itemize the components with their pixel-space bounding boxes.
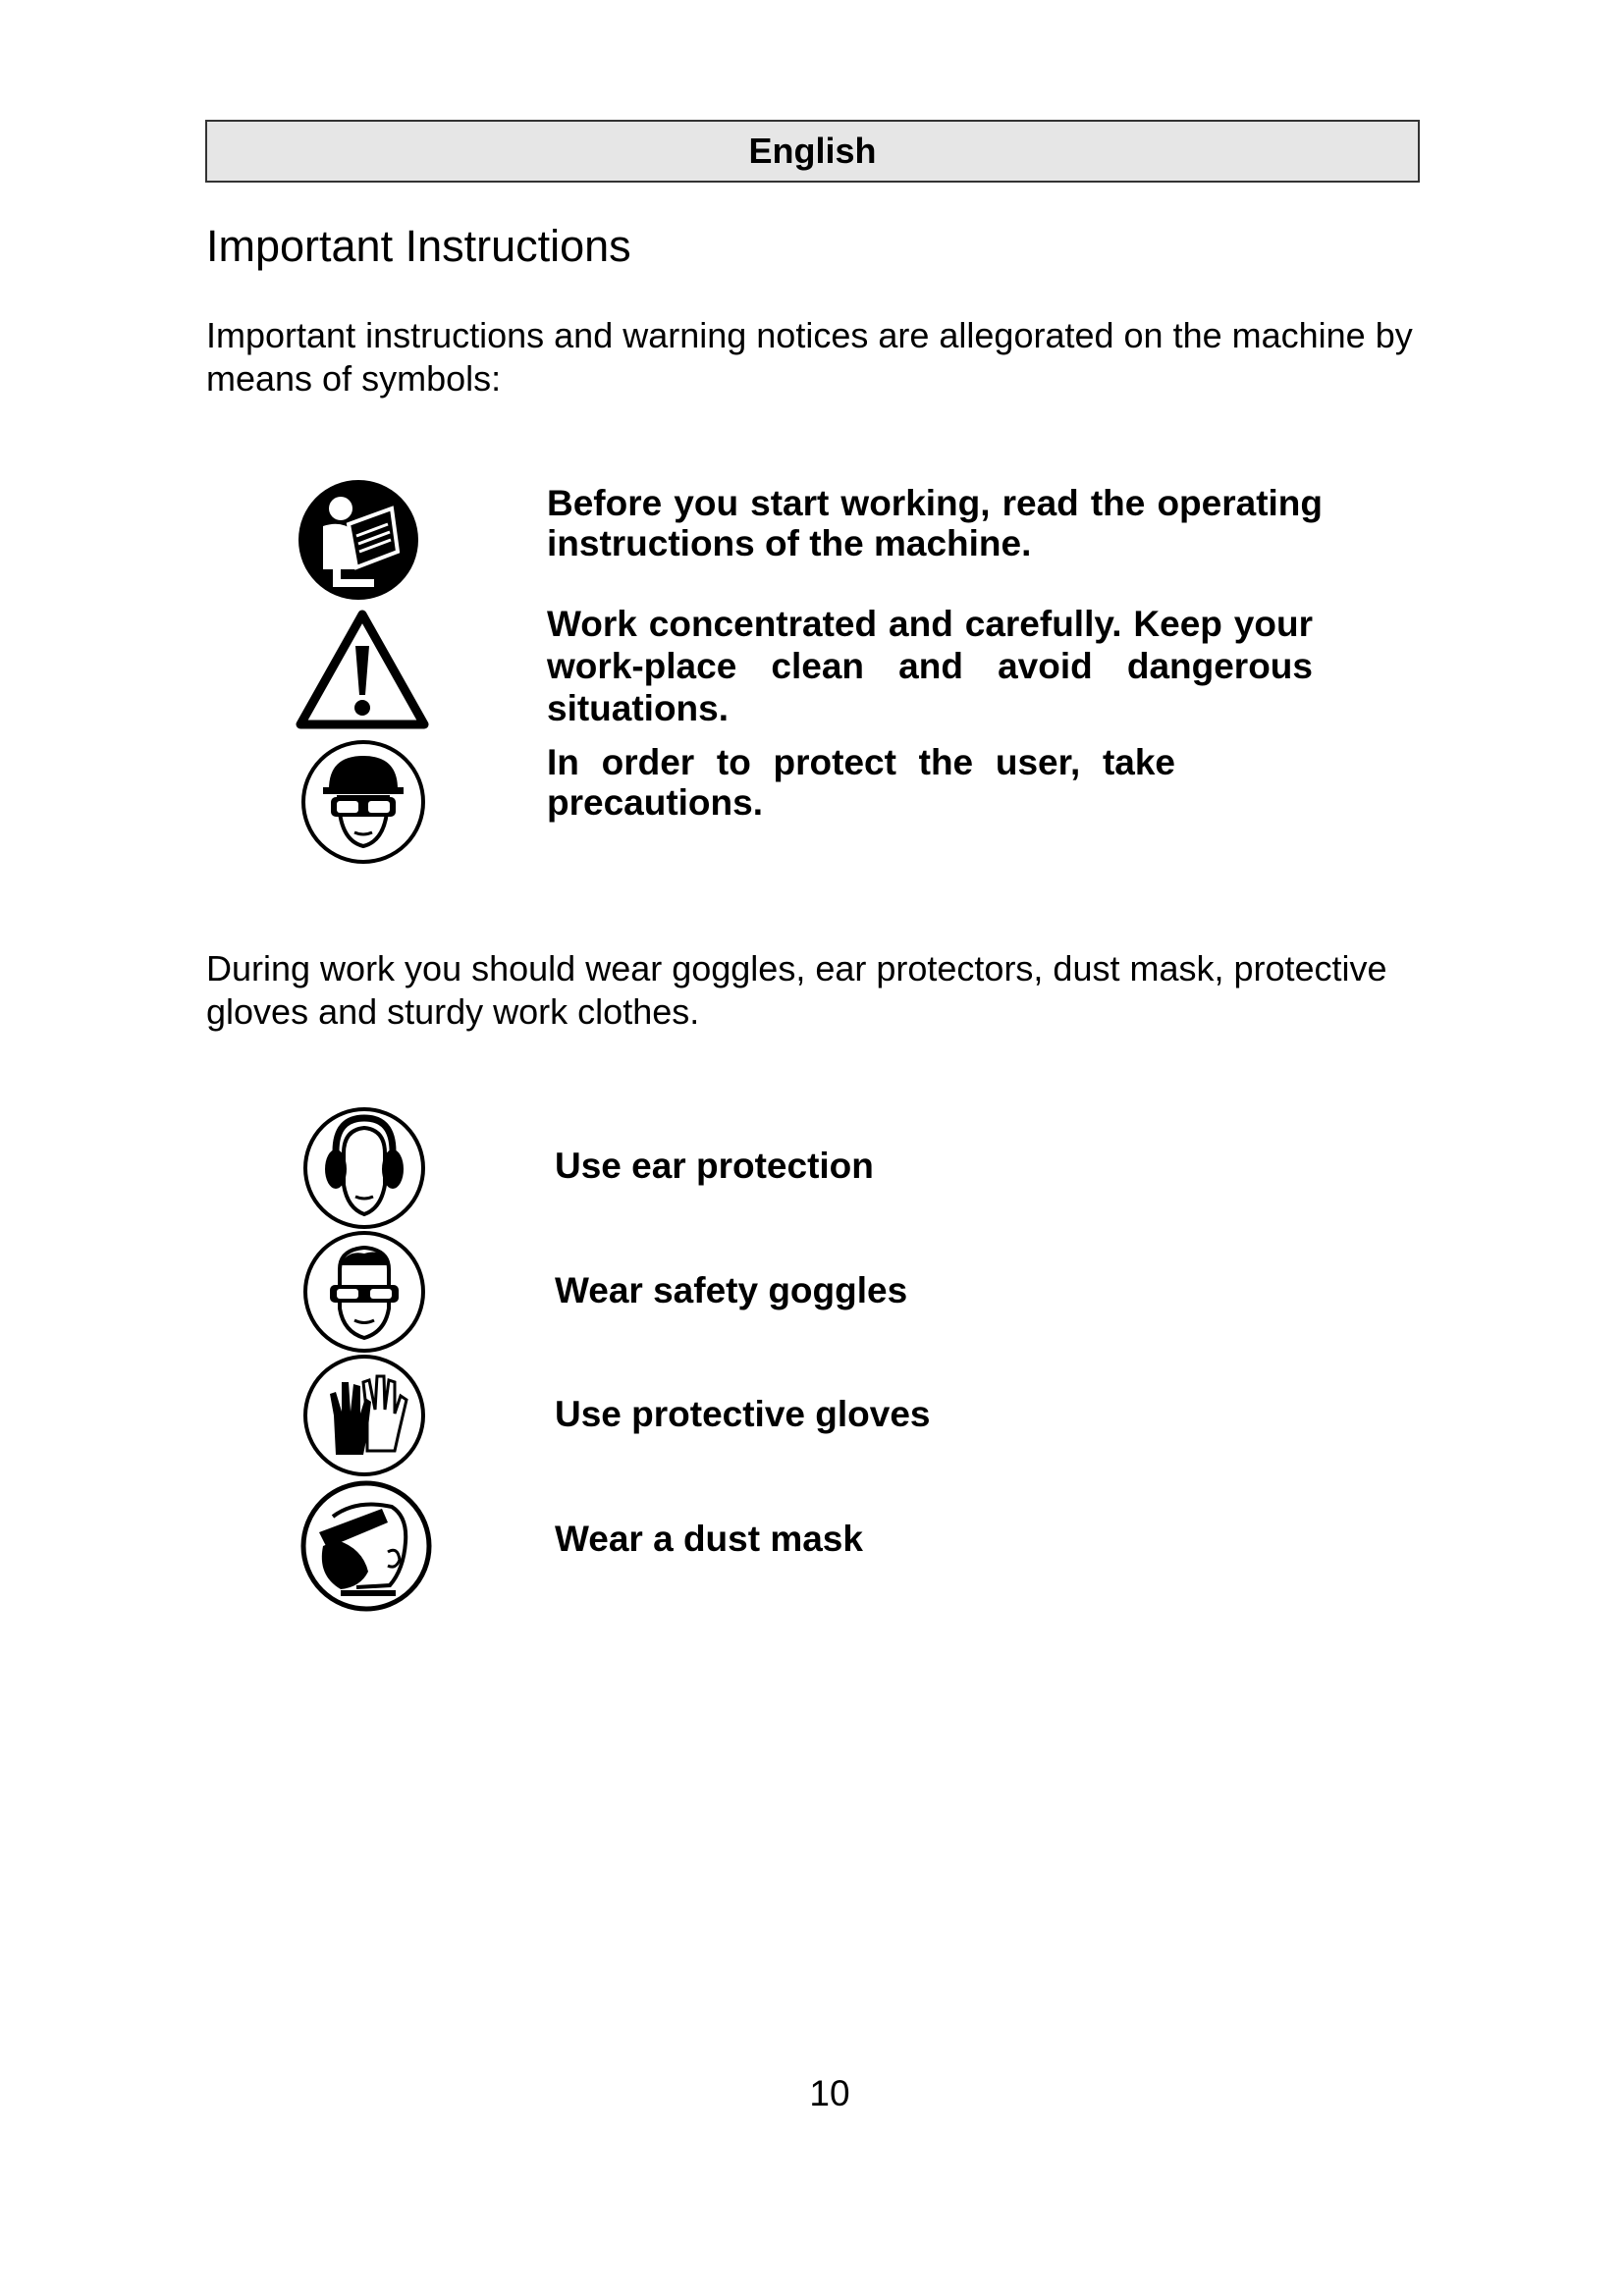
- notice-precautions: In order to protect the user, take precautions.: [547, 742, 1175, 823]
- dust-mask-icon: [298, 1477, 435, 1615]
- ppe-label-goggles: Wear safety goggles: [555, 1270, 908, 1310]
- notice-read-manual: Before you start working, read the operating instructions of the machine.: [547, 483, 1323, 563]
- page-title: Important Instructions: [206, 221, 631, 271]
- notice-work-carefully: Work concentrated and carefully. Keep your work-place clean and avoid dangerous situations.: [547, 604, 1313, 728]
- ppe-label-dust-mask: Wear a dust mask: [555, 1519, 863, 1559]
- language-header: [205, 120, 1420, 183]
- language-label: English: [748, 131, 877, 171]
- ppe-label-ear: Use ear protection: [555, 1146, 874, 1186]
- ppe-label-gloves: Use protective gloves: [555, 1394, 931, 1434]
- protective-gloves-icon: [300, 1353, 428, 1478]
- ppe-paragraph: During work you should wear goggles, ear protectors, dust mask, protective gloves and sturdy work clothes.: [206, 948, 1387, 1032]
- warning-triangle-icon: [295, 609, 430, 730]
- ear-protection-icon: [300, 1106, 428, 1230]
- page-number: 10: [809, 2073, 850, 2113]
- protective-equipment-icon: [299, 738, 427, 866]
- safety-goggles-icon: [300, 1230, 428, 1354]
- intro-paragraph: Important instructions and warning notices are allegorated on the machine by means of symbols:: [206, 315, 1413, 399]
- read-manual-icon: [298, 479, 419, 601]
